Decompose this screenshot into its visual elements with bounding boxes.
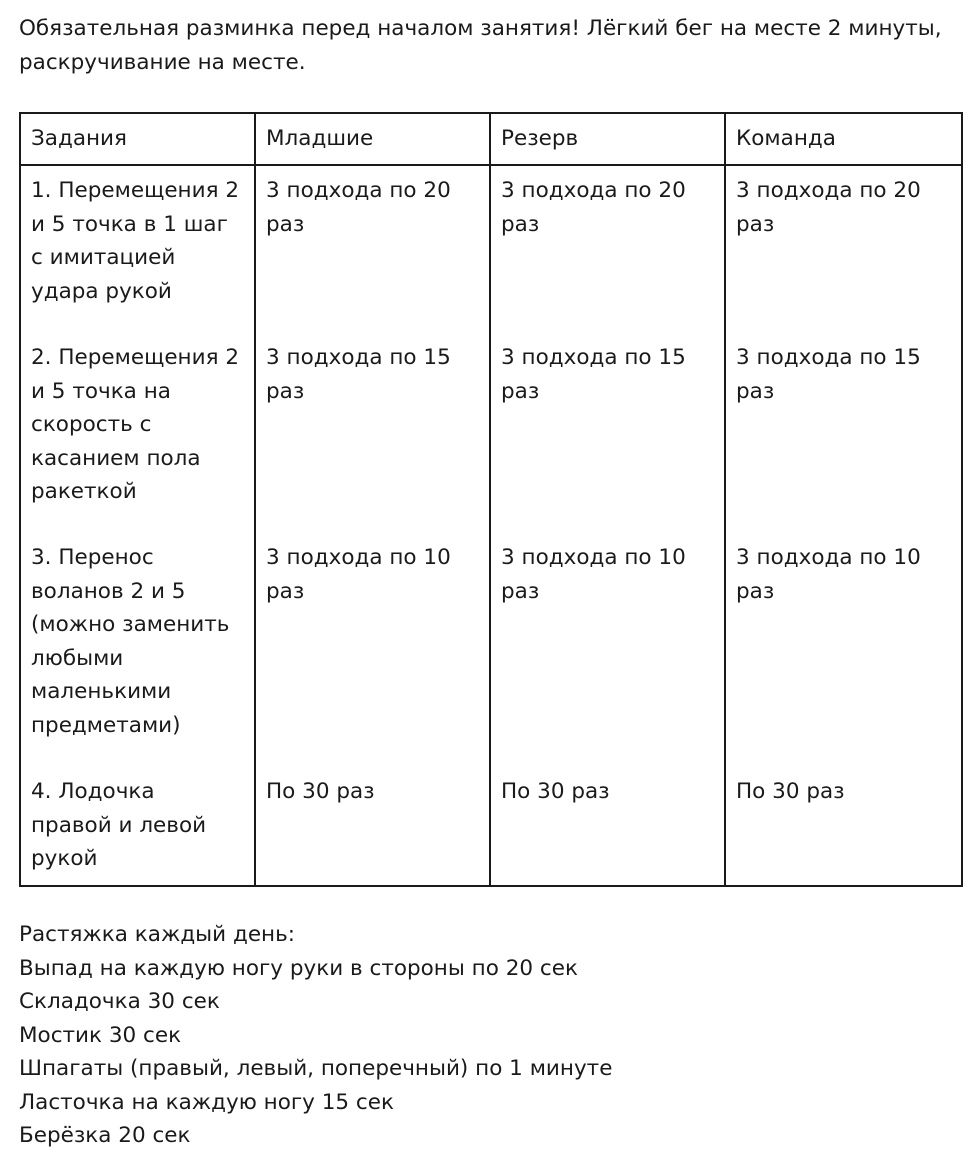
header-junior: Младшие — [255, 113, 490, 165]
task-cell: 2. Перемещения 2 и 5 точка на скорость с касанием пола ракеткой — [20, 333, 255, 533]
reserve-cell: 3 подхода по 15 раз — [490, 333, 725, 533]
header-reserve: Резерв — [490, 113, 725, 165]
warmup-table — [19, 112, 963, 887]
intro-paragraph: Обязательная разминка перед началом занятия! Лёгкий бег на месте 2 минуты, раскручивание на месте. — [19, 16, 942, 75]
list-item: Ласточка на каждую ногу 15 сек — [19, 1089, 394, 1115]
document-page — [19, 12, 964, 1148]
header-tasks: Задания — [20, 113, 255, 165]
table-row — [20, 767, 962, 886]
stretching-heading: Растяжка каждый день: — [19, 922, 296, 947]
list-item: Берёзка 20 сек — [19, 1123, 191, 1148]
header-team: Команда — [725, 113, 962, 165]
reserve-cell: По 30 раз — [490, 767, 725, 886]
list-item: Шпагаты (правый, левый, поперечный) по 1 минуте — [19, 1056, 613, 1081]
table-row — [20, 533, 962, 767]
task-cell: 1. Перемещения 2 и 5 точка в 1 шаг с имитацией удара рукой — [20, 165, 255, 333]
table-row — [20, 165, 962, 333]
team-cell: 3 подхода по 15 раз — [725, 333, 962, 533]
table-header-row — [20, 113, 962, 165]
stretching-list — [19, 918, 612, 1153]
list-item: Складочка 30 сек — [19, 989, 220, 1014]
table-row — [20, 333, 962, 533]
junior-cell: 3 подхода по 20 раз — [255, 165, 490, 333]
junior-cell: 3 подхода по 15 раз — [255, 333, 490, 533]
list-item: Мостик 30 сек — [19, 1022, 182, 1048]
list-item: Выпад на каждую ногу руки в стороны по 20 сек — [19, 955, 578, 981]
team-cell: 3 подхода по 20 раз — [725, 165, 962, 333]
junior-cell: 3 подхода по 10 раз — [255, 533, 490, 767]
team-cell: 3 подхода по 10 раз — [725, 533, 962, 767]
task-cell: 3. Перенос воланов 2 и 5 (можно заменить любыми маленькими предметами) — [20, 533, 255, 767]
team-cell: По 30 раз — [725, 767, 962, 886]
junior-cell: По 30 раз — [255, 767, 490, 886]
task-cell: 4. Лодочка правой и левой рукой — [20, 767, 255, 886]
reserve-cell: 3 подхода по 20 раз — [490, 165, 725, 333]
reserve-cell: 3 подхода по 10 раз — [490, 533, 725, 767]
